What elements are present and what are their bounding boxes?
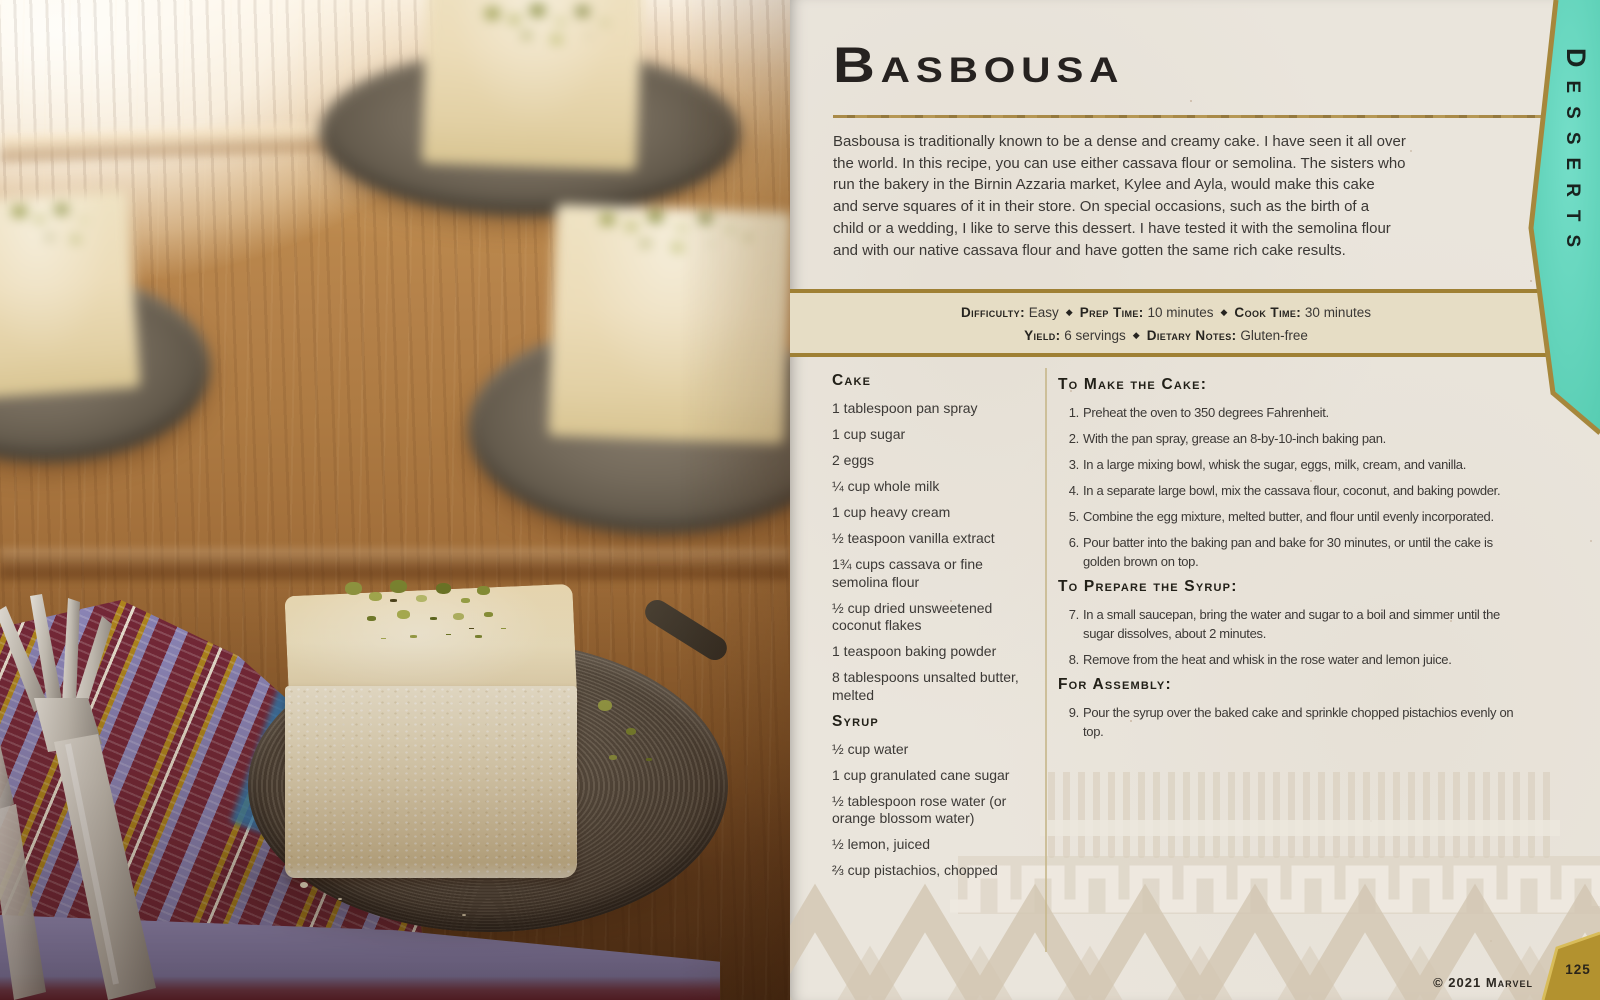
instruction-step xyxy=(1058,533,1520,571)
step-text: In a large mixing bowl, whisk the sugar, eggs, milk, cream, and vanilla. xyxy=(1083,457,1467,472)
ingredient-item: 2 eggs xyxy=(832,452,875,468)
meta-label: Cook Time: xyxy=(1234,305,1302,320)
meta-value: Easy xyxy=(1025,305,1059,320)
column-divider-line xyxy=(1045,368,1047,952)
step-text: Remove from the heat and whisk in the rose water and lemon juice. xyxy=(1083,652,1452,667)
step-number: 4. xyxy=(1068,483,1079,498)
meta-label: Dietary Notes: xyxy=(1146,328,1237,343)
instructions-section-header: To Prepare the Syrup: xyxy=(1058,578,1238,595)
meta-label: Prep Time: xyxy=(1079,305,1144,320)
ingredient-item: ½ cup dried unsweetened coconut flakes xyxy=(832,599,993,633)
intro-line: run the bakery in the Birnin Azzaria market, Kylee and Ayla, would make this cake xyxy=(833,176,1375,194)
step-number: 5. xyxy=(1068,509,1079,524)
page-number-badge xyxy=(1538,928,1600,1000)
meta-label: Yield: xyxy=(1024,328,1061,343)
step-text: Preheat the oven to 350 degrees Fahrenheit. xyxy=(1083,405,1329,420)
ingredient-item: 1¾ cups cassava or fine semolina flour xyxy=(832,556,983,590)
diamond-separator-icon: ◆ xyxy=(1065,307,1073,317)
step-text: Combine the egg mixture, melted butter, and flour until evenly incorporated. xyxy=(1083,509,1494,524)
step-text: Pour the syrup over the baked cake and sprinkle chopped pistachios evenly on top. xyxy=(1083,705,1514,739)
step-text: Pour batter into the baking pan and bake for 30 minutes, or until the cake is golden brown on top. xyxy=(1083,535,1493,569)
intro-line: the world. In this recipe, you can use either cassava flour or semolina. The sisters who xyxy=(833,154,1406,172)
meta-value: 6 servings xyxy=(1060,328,1126,343)
ingredient-item: ⅔ cup pistachios, chopped xyxy=(832,862,998,878)
meta-band xyxy=(790,289,1600,357)
instruction-step xyxy=(1058,703,1520,741)
tab-desserts-label: Desserts xyxy=(1561,48,1591,261)
step-text: With the pan spray, grease an 8-by-10-inch baking pan. xyxy=(1083,431,1386,446)
ingredient-item: 1 tablespoon pan spray xyxy=(832,400,978,416)
ingredient-item: ¼ cup whole milk xyxy=(832,478,940,494)
step-number: 7. xyxy=(1068,607,1079,622)
instruction-step xyxy=(1058,507,1520,526)
step-number: 2. xyxy=(1068,431,1079,446)
instruction-step xyxy=(1058,403,1520,422)
page-title: Basbousa xyxy=(833,37,1125,93)
syrup-ingredients-list xyxy=(832,741,1034,880)
ingredient-item: 1 cup sugar xyxy=(832,426,906,442)
cake-ingredients-list xyxy=(832,400,1034,704)
instructions-column xyxy=(1058,374,1520,748)
step-number: 9. xyxy=(1068,705,1079,720)
step-text: In a separate large bowl, mix the cassava flour, coconut, and baking powder. xyxy=(1083,483,1501,498)
intro-line: child or a wedding, I like to serve this dessert. I have tested it with the semolina flour xyxy=(833,219,1391,237)
instruction-step xyxy=(1058,455,1520,474)
copyright-text: © 2021 Marvel xyxy=(1433,975,1533,990)
ingredient-item: 1 teaspoon baking powder xyxy=(832,643,997,659)
meta-line-2 xyxy=(790,324,1542,347)
syrup-ingredients-header: Syrup xyxy=(832,712,879,730)
ingredients-column xyxy=(832,372,1034,888)
instructions-section-header: To Make the Cake: xyxy=(1058,376,1208,393)
instruction-step xyxy=(1058,605,1520,643)
cake-ingredients-header: Cake xyxy=(832,372,872,389)
ingredient-item: 8 tablespoons unsalted butter, melted xyxy=(832,669,1019,703)
intro-line: and serve squares of it in their store. On special occasions, such as the birth of a xyxy=(833,198,1370,216)
ingredient-item: ½ lemon, juiced xyxy=(832,836,931,852)
intro-line: Basbousa is traditionally known to be a dense and creamy cake. I have seen it all over xyxy=(833,133,1406,150)
instructions-section-header: For Assembly: xyxy=(1058,676,1172,693)
ingredient-item: ½ cup water xyxy=(832,740,909,757)
ingredient-item: 1 cup heavy cream xyxy=(832,504,951,520)
meta-label: Difficulty: xyxy=(961,305,1025,320)
step-number: 3. xyxy=(1068,457,1079,472)
ingredient-item: ½ tablespoon rose water (or orange blossom water) xyxy=(832,792,1007,826)
recipe-page xyxy=(790,0,1600,1000)
meta-line-1 xyxy=(790,293,1542,324)
intro-paragraph xyxy=(833,131,1473,261)
step-number: 6. xyxy=(1068,535,1079,550)
ingredient-item: ½ teaspoon vanilla extract xyxy=(832,530,995,546)
meta-value: 10 minutes xyxy=(1143,305,1214,320)
diamond-separator-icon: ◆ xyxy=(1132,330,1140,340)
meta-value: Gluten-free xyxy=(1236,328,1308,343)
food-photo xyxy=(0,0,790,1000)
diamond-separator-icon: ◆ xyxy=(1220,307,1228,317)
page-number: 125 xyxy=(1565,962,1591,977)
instruction-step xyxy=(1058,481,1520,500)
step-number: 8. xyxy=(1068,652,1079,667)
step-text: In a small saucepan, bring the water and sugar to a boil and simmer until the sugar dissolves, about 2 minutes. xyxy=(1083,607,1500,641)
instruction-step xyxy=(1058,429,1520,448)
ingredient-item: 1 cup granulated cane sugar xyxy=(832,766,1010,783)
intro-line: and with our native cassava flour and have gotten the same rich cake results. xyxy=(833,241,1346,259)
meta-value: 30 minutes xyxy=(1301,305,1371,320)
instruction-step xyxy=(1058,650,1520,669)
step-number: 1. xyxy=(1068,405,1079,420)
photo-vignette xyxy=(0,0,790,1000)
title-rule xyxy=(833,115,1543,118)
